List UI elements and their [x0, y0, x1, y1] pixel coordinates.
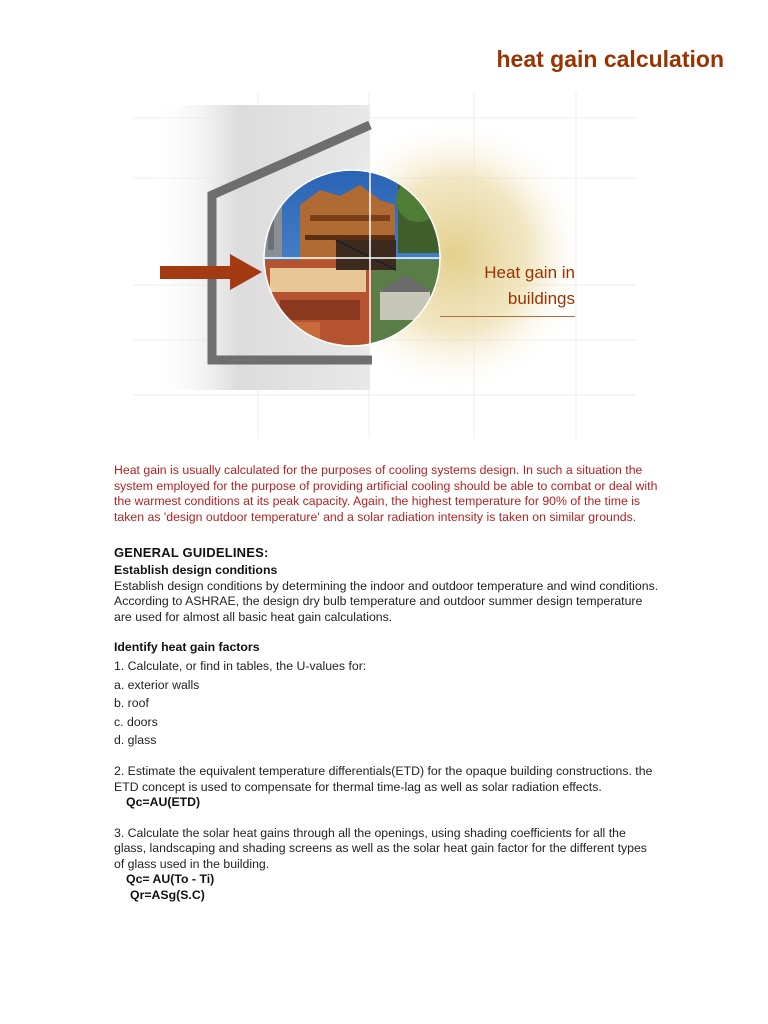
step-3-text: 3. Calculate the solar heat gains through all the openings, using shading coefficients for all the glass, landscaping and shading screens as well as the solar heat gain factor for the different types of glass used in the building. — [114, 825, 647, 871]
list-item: a. exterior walls — [114, 677, 200, 692]
intro-paragraph: Heat gain is usually calculated for the purposes of cooling systems design. In such a situation the system employed for the purpose of providing artificial cooling should be able to combat or deal with the warmest conditions at its peak capacity. Again, the highest temperature for 90% of the time is taken as 'design outdoor temperature' and a solar radiation intensity is taken on similar grounds. — [114, 463, 658, 524]
formula-etd: Qc=AU(ETD) — [126, 795, 201, 810]
formula-radiation: Qr=ASg(S.C) — [130, 888, 205, 903]
hero-illustration — [0, 0, 768, 460]
section-heading-guidelines: GENERAL GUIDELINES: — [114, 545, 269, 561]
list-item: c. doors — [114, 714, 158, 729]
step-1-text: 1. Calculate, or find in tables, the U-values for: — [114, 658, 367, 673]
hero-caption-line2: buildings — [507, 289, 575, 308]
page-title: heat gain calculation — [496, 46, 724, 72]
step-2-text: 2. Estimate the equivalent temperature differentials(ETD) for the opaque building constructions. the ETD concept is used to compensate for thermal time-lag as well as solar radiation effects. — [114, 763, 653, 794]
hero-caption-line1: Heat gain in — [484, 263, 575, 282]
formula-conduction: Qc= AU(To - Ti) — [126, 872, 215, 887]
article-body — [114, 463, 659, 904]
hero-caption — [440, 260, 575, 317]
list-item: b. roof — [114, 696, 149, 711]
design-conditions-text: Establish design conditions by determining the indoor and outdoor temperature and wind conditions. According to ASHRAE, the design dry bulb temperature and outdoor summer design temperature are used for almost all basic heat gain calculations. — [114, 578, 659, 624]
list-item: d. glass — [114, 733, 157, 748]
heat-gain-factors-heading: Identify heat gain factors — [114, 640, 260, 655]
design-conditions-heading: Establish design conditions — [114, 562, 278, 577]
